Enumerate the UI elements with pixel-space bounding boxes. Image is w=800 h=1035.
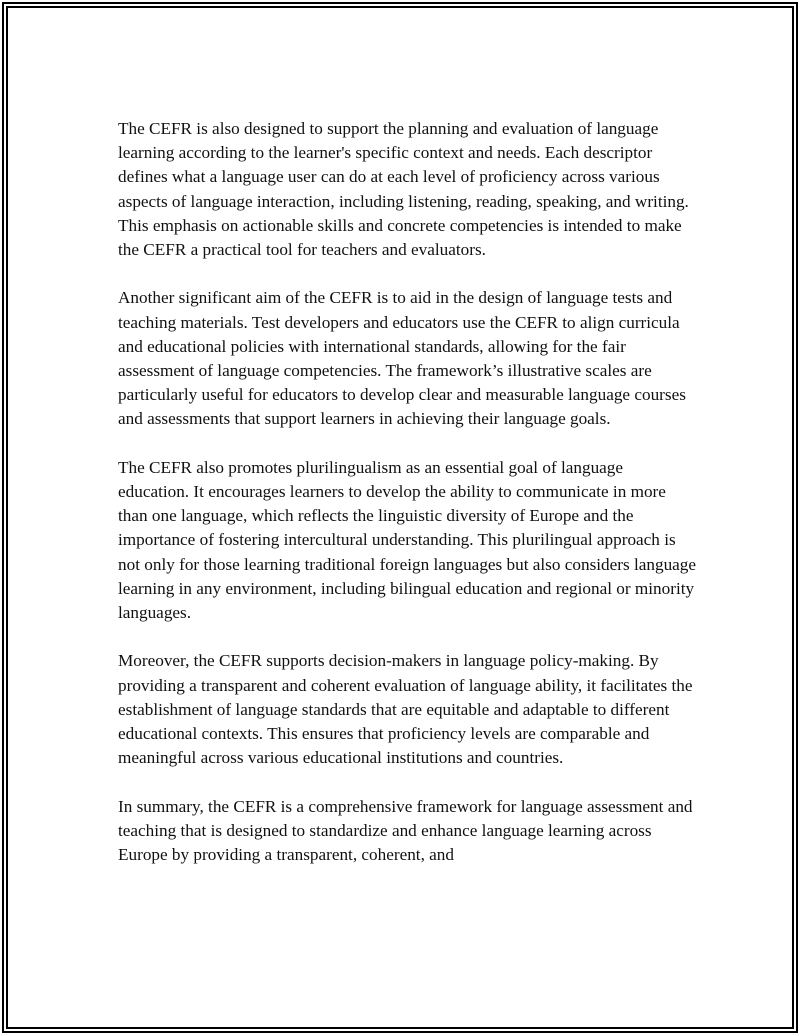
paragraph-2: Another significant aim of the CEFR is to aid in the design of language tests and teaching materials. Test developers and educators use the CEFR to align curricula and educational policies with international standards, allowing for the fair assessment of language competencies. The framework’s illustrative scales are particularly useful for educators to develop clear and measurable language courses and assessments that support learners in achieving their language goals. — [118, 288, 686, 429]
paragraph-3: The CEFR also promotes plurilingualism as an essential goal of language education. It encourages learners to develop the ability to communicate in more than one language, which reflects the linguistic diversity of Europe and the importance of fostering intercultural understanding. This plurilingual approach is not only for those learning traditional foreign languages but also considers language learning in any environment, including bilingual education and regional or minority languages. — [118, 457, 697, 623]
paragraph-5: In summary, the CEFR is a comprehensive framework for language assessment and teaching that is designed to standardize and enhance language learning across Europe by providing a transparent, coherent, and — [118, 796, 693, 865]
paragraph-1: The CEFR is also designed to support the planning and evaluation of language learning according to the learner's specific context and needs. Each descriptor defines what a language user can do at each level of proficiency across various aspects of language interaction, including listening, reading, speaking, and writing. This emphasis on actionable skills and concrete competencies is intended to make the CEFR a practical tool for teachers and evaluators. — [118, 119, 689, 260]
document-body — [118, 117, 698, 891]
paragraph-4: Moreover, the CEFR supports decision-makers in language policy-making. By providing a transparent and coherent evaluation of language ability, it facilitates the establishment of language standards that are equitable and adaptable to different educational contexts. This ensures that proficiency levels are comparable and meaningful across various educational institutions and countries. — [118, 651, 693, 768]
